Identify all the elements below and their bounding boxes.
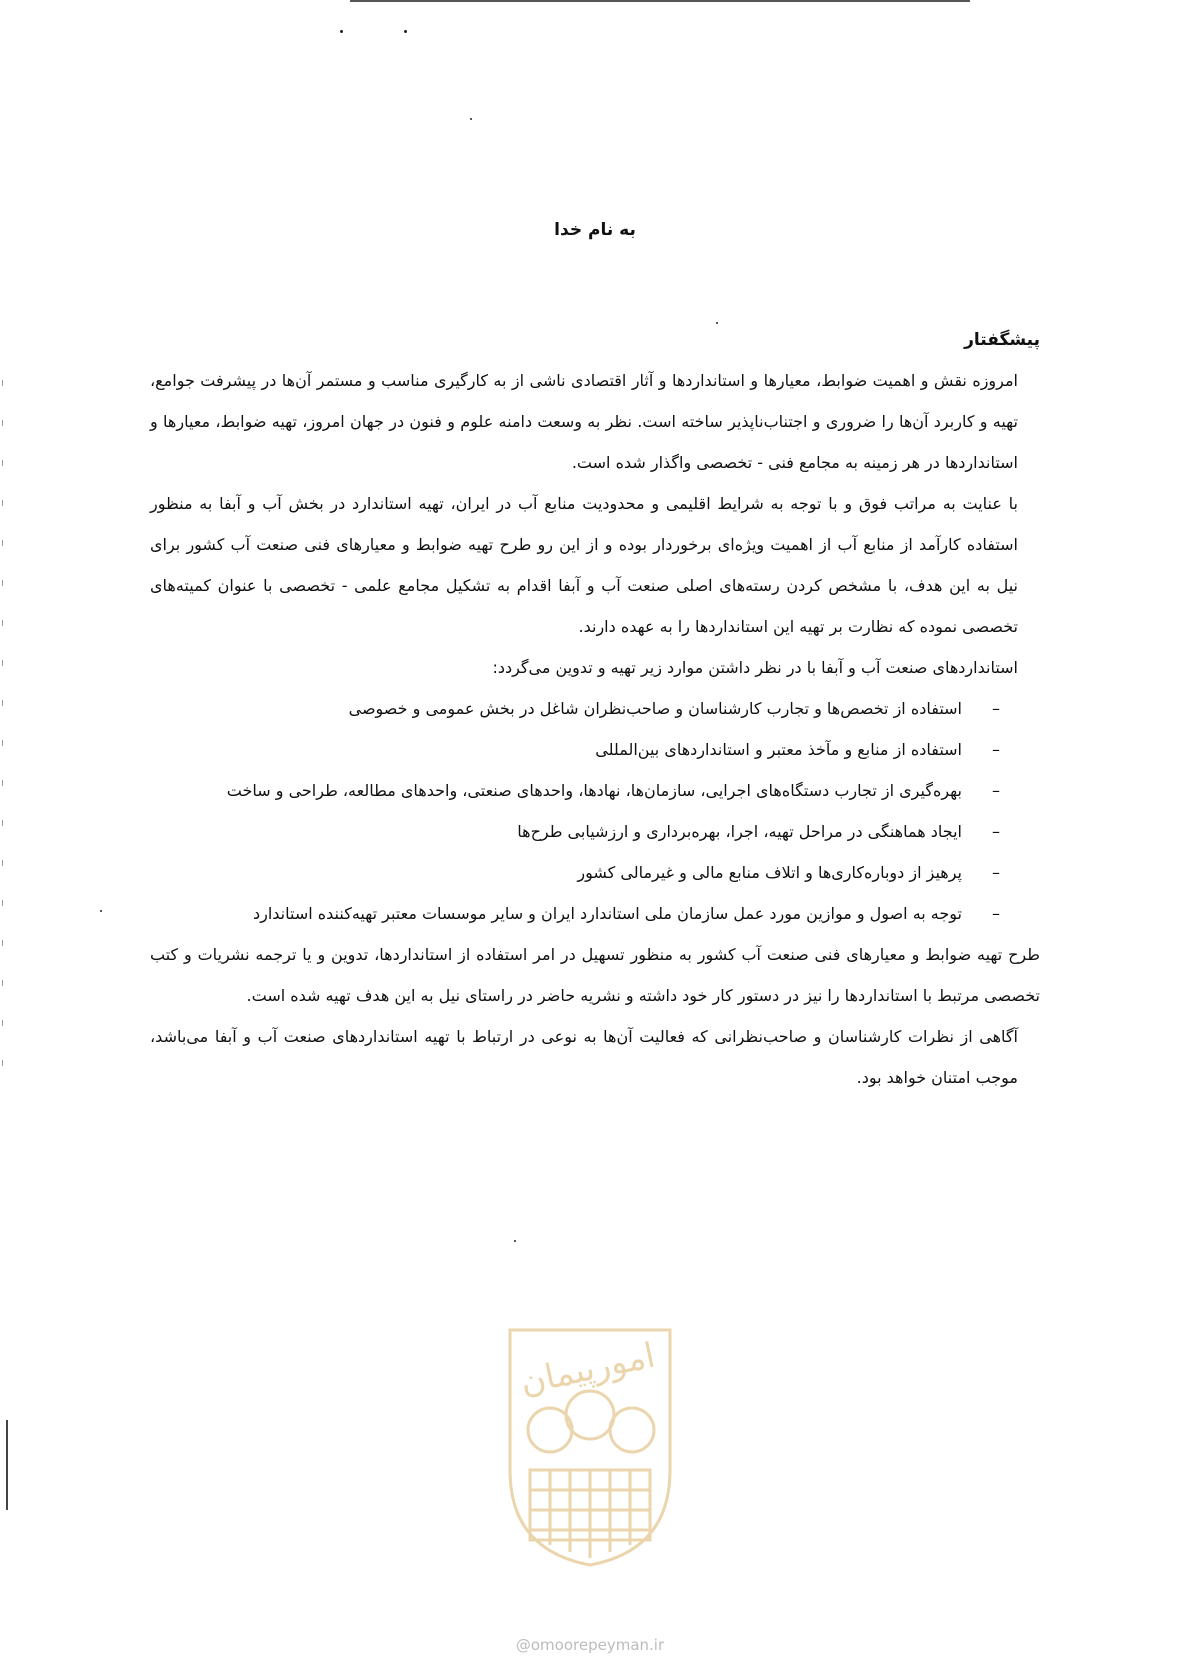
watermark-text: امورپیمان [516, 1335, 659, 1403]
scan-speck [470, 118, 472, 120]
list-dash: – [992, 822, 1000, 841]
scan-left-edge [6, 1420, 8, 1510]
list-item: – استفاده از تخصص‌ها و تجارب کارشناسان و صاحب‌نظران شاغل در بخش عمومی و خصوصی [150, 688, 1040, 729]
list-item: – ایجاد هماهنگی در مراحل تهیه، اجرا، بهره‌برداری و ارزشیابی طرح‌ها [150, 811, 1040, 852]
paragraph: امروزه نقش و اهمیت ضوابط، معیارها و استانداردها و آثار اقتصادی ناشی از به کارگیری مناسب و مستمر آن‌ها در پیشرفت جوامع، تهیه و کاربرد آن‌ها را ضروری و اجتناب‌ناپذیر ساخته است. نظر به وسعت دامنه علوم و فنون در جهان امروز، تهیه ضوابط، معیارها و استانداردها در هر زمینه به مجامع فنی - تخصصی واگذار شده است. [150, 371, 1018, 472]
list-item: – توجه به اصول و موازین مورد عمل سازمان ملی استاندارد ایران و سایر موسسات معتبر تهیه‌کننده استاندارد [150, 893, 1040, 934]
list-dash: – [992, 699, 1000, 718]
paragraph: با عنایت به مراتب فوق و با توجه به شرایط اقلیمی و محدودیت منابع آب در ایران، تهیه استاندارد در بخش آب و آبفا به منظور استفاده کارآمد از منابع آب از اهمیت ویژه‌ای برخوردار بوده و از این رو طرح تهیه ضوابط و معیارهای فنی صنعت آب کشور برای نیل به این هدف، با مشخص کردن رسته‌های اصلی صنعت آب و آبفا اقدام به تشکیل مجامع علمی - تخصصی با عنوان کمیته‌های تخصصی نموده که نظارت بر تهیه این استانداردها را به عهده دارند. [150, 494, 1018, 636]
list-dash: – [992, 863, 1000, 882]
scan-left-edge [2, 380, 3, 1080]
paragraph: آگاهی از نظرات کارشناسان و صاحب‌نظرانی که فعالیت آن‌ها به نوعی در ارتباط با تهیه استانداردهای صنعت آب و آبفا می‌باشد، موجب امتنان خواهد بود. [150, 1027, 1018, 1087]
scan-speck [404, 30, 407, 33]
scan-speck [340, 30, 343, 33]
list-item: – استفاده از منابع و مآخذ معتبر و استانداردهای بین‌المللی [150, 729, 1040, 770]
list-item: – بهره‌گیری از تجارب دستگاه‌های اجرایی، سازمان‌ها، نهادها، واحدهای صنعتی، واحدهای مطالعه، طراحی و ساخت [150, 770, 1040, 811]
requirements-list [150, 688, 1040, 934]
list-dash: – [992, 781, 1000, 800]
section-heading: پیشگفتار [964, 330, 1040, 350]
list-item: – پرهیز از دوباره‌کاری‌ها و اتلاف منابع مالی و غیرمالی کشور [150, 852, 1040, 893]
scan-speck [100, 910, 102, 912]
watermark-logo-icon [490, 1320, 690, 1570]
list-dash: – [992, 740, 1000, 759]
scan-speck [514, 1240, 516, 1242]
paragraph: طرح تهیه ضوابط و معیارهای فنی صنعت آب کشور به منظور تسهیل در امر استفاده از استانداردها، تدوین و یا ترجمه نشریات و کتب تخصصی مرتبط با استانداردها را نیز در دستور کار خود داشته و نشریه حاضر در راستای نیل به این هدف تهیه شده است. [150, 945, 1040, 1005]
scan-top-line [350, 0, 970, 2]
list-dash: – [992, 904, 1000, 923]
document-page [150, 200, 1040, 1098]
paragraph: استانداردهای صنعت آب و آبفا با در نظر داشتن موارد زیر تهیه و تدوین می‌گردد: [492, 658, 1018, 677]
page-title: به نام خدا [554, 220, 636, 240]
website-footer: @omoorepeyman.ir [515, 1636, 665, 1654]
